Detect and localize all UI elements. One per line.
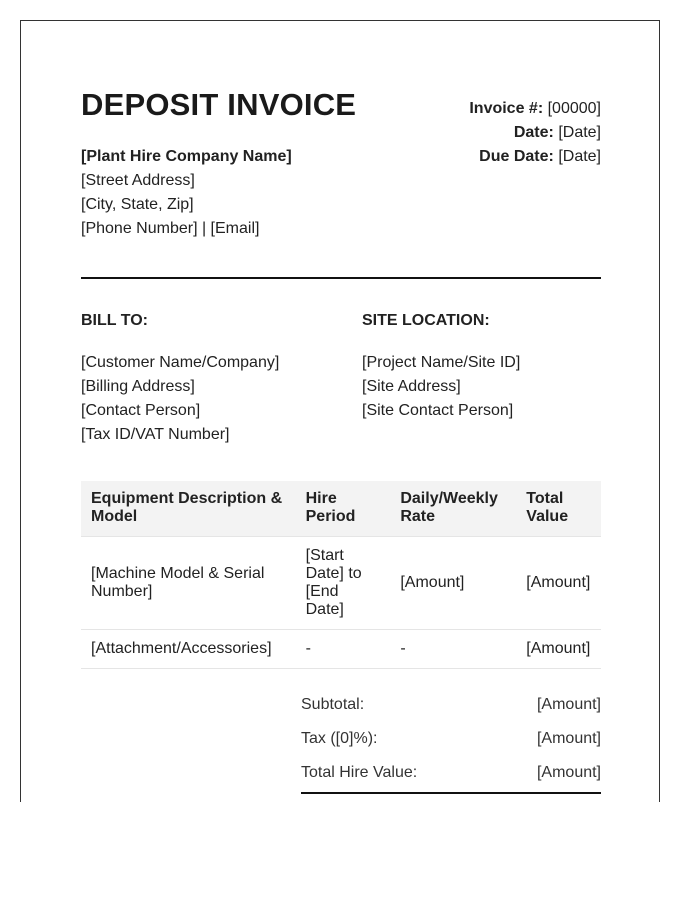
table-header-row — [81, 481, 601, 537]
table-row — [81, 537, 601, 630]
subtotal-value: [Amount] — [536, 696, 601, 713]
bill-to-line: [Customer Name/Company] — [81, 354, 280, 371]
bill-to-line: [Tax ID/VAT Number] — [81, 426, 230, 443]
tax-row — [301, 727, 601, 761]
site-location-line: [Site Contact Person] — [362, 402, 514, 419]
company-name: [Plant Hire Company Name] — [81, 148, 292, 165]
bill-to-line: [Billing Address] — [81, 378, 195, 395]
table-cell: - — [296, 630, 391, 669]
total-value: [Amount] — [536, 764, 601, 781]
company-city: [City, State, Zip] — [81, 196, 194, 213]
column-header: Total Value — [516, 481, 601, 537]
total-row — [301, 761, 601, 795]
tax-value: [Amount] — [536, 730, 601, 747]
equipment-table — [81, 481, 601, 669]
column-header: Equipment Description & Model — [81, 481, 296, 537]
table-cell: [Amount] — [516, 630, 601, 669]
due-date-line — [469, 145, 601, 169]
page-title: DEPOSIT INVOICE — [81, 87, 357, 122]
company-block — [81, 145, 292, 241]
invoice-number-value: [00000] — [547, 100, 601, 117]
total-underline — [301, 792, 601, 794]
bill-to-heading: BILL TO: — [81, 312, 148, 329]
due-date-value: [Date] — [558, 148, 601, 165]
tax-label: Tax ([0]%): — [301, 730, 378, 747]
subtotal-row — [301, 693, 601, 727]
header-divider — [81, 277, 601, 279]
table-cell: [Start Date] to [End Date] — [296, 537, 391, 630]
table-cell: - — [390, 630, 516, 669]
table-cell: [Attachment/Accessories] — [81, 630, 296, 669]
site-location-block — [362, 311, 601, 423]
site-location-line: [Site Address] — [362, 378, 461, 395]
column-header: Hire Period — [296, 481, 391, 537]
bill-to-line: [Contact Person] — [81, 402, 201, 419]
invoice-meta — [469, 97, 601, 169]
invoice-number-label: Invoice #: — [469, 100, 544, 117]
site-location-heading: SITE LOCATION: — [362, 312, 490, 329]
subtotal-label: Subtotal: — [301, 696, 365, 713]
table-cell: [Amount] — [516, 537, 601, 630]
invoice-date-line — [469, 121, 601, 145]
invoice-sheet — [20, 20, 660, 802]
invoice-date-value: [Date] — [558, 124, 601, 141]
site-location-line: [Project Name/Site ID] — [362, 354, 521, 371]
table-row — [81, 630, 601, 669]
invoice-number-line — [469, 97, 601, 121]
company-street: [Street Address] — [81, 172, 195, 189]
totals-block — [301, 693, 601, 795]
table-cell: [Amount] — [390, 537, 516, 630]
table-cell: [Machine Model & Serial Number] — [81, 537, 296, 630]
due-date-label: Due Date: — [479, 148, 554, 165]
total-label: Total Hire Value: — [301, 764, 418, 781]
bill-to-block — [81, 311, 341, 447]
column-header: Daily/Weekly Rate — [390, 481, 516, 537]
company-contact: [Phone Number] | [Email] — [81, 220, 260, 237]
invoice-date-label: Date: — [513, 124, 554, 141]
